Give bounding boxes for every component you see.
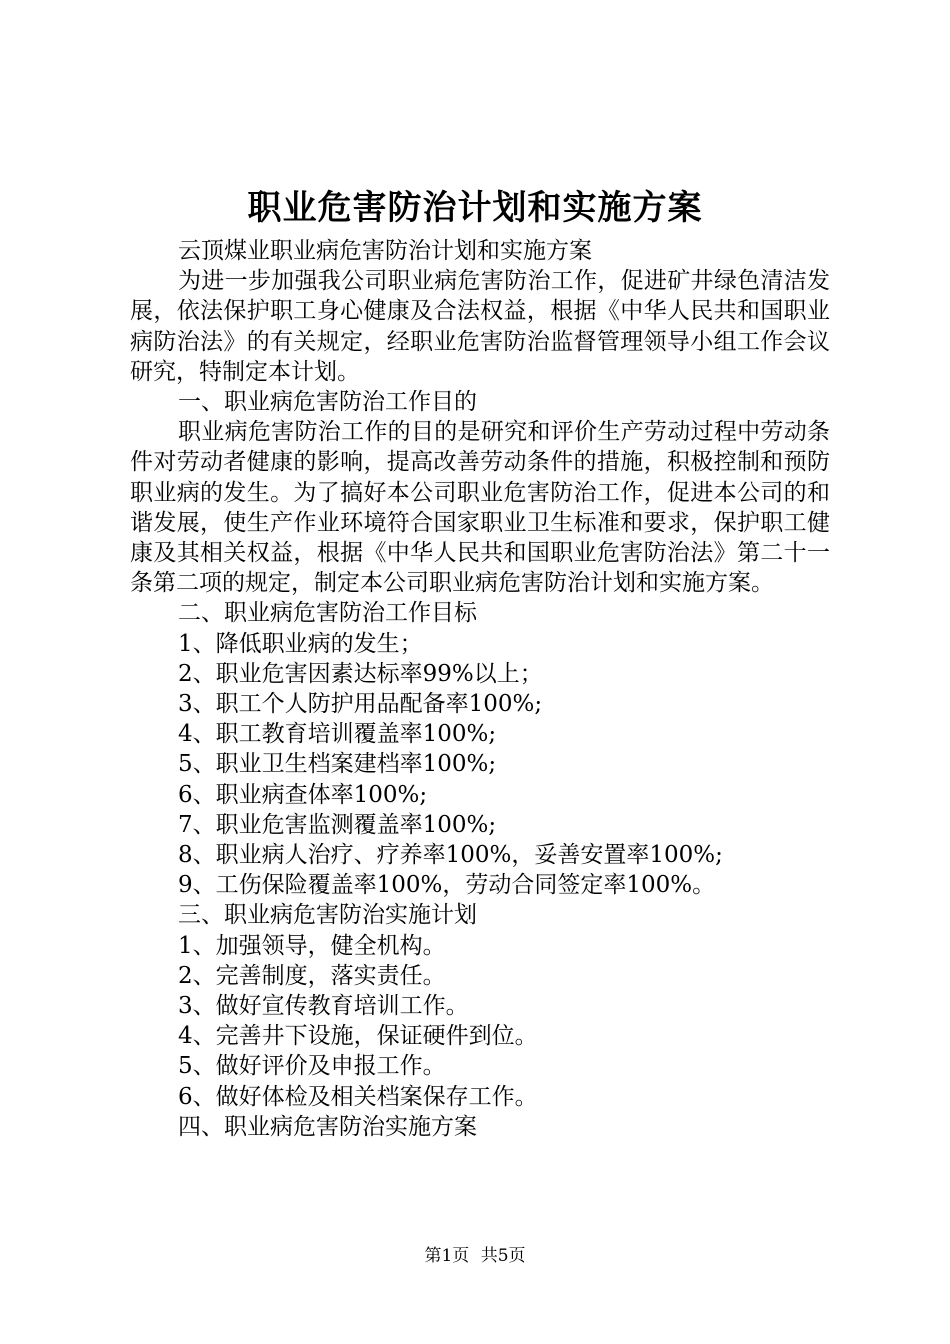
list-item: 2、职业危害因素达标率99%以上；	[178, 660, 543, 687]
intro-paragraph: 为进一步加强我公司职业病危害防治工作，促进矿井绿色清洁发展，依法保护职工身心健康及合法权益，根据《中华人民共和国职业病防治法》的有关规定，经职业危害防治监督管理领导小组工作会议研究，特制定本计划。	[130, 268, 830, 385]
section-1-paragraph: 职业病危害防治工作的目的是研究和评价生产劳动过程中劳动条件对劳动者健康的影响，提高改善劳动条件的措施，积极控制和预防职业病的发生。为了搞好本公司职业危害防治工作，促进本公司的和谐发展，使生产作业环境符合国家职业卫生标准和要求，保护职工健康及其相关权益，根据《中华人民共和国职业危害防治法》第二十一条第二项的规定，制定本公司职业病危害防治计划和实施方案。	[130, 419, 830, 597]
page-footer	[0, 1244, 950, 1268]
list-item: 4、完善井下设施，保证硬件到位。	[178, 1023, 538, 1050]
list-item: 6、做好体检及相关档案保存工作。	[178, 1083, 538, 1110]
list-item: 4、职工教育培训覆盖率100%;	[178, 721, 497, 748]
section-1-heading: 一、职业病危害防治工作目的	[178, 389, 477, 416]
list-item: 3、职工个人防护用品配备率100%;	[178, 691, 543, 718]
list-item: 1、降低职业病的发生；	[178, 630, 423, 657]
list-item: 6、职业病查体率100%;	[178, 781, 428, 808]
document-title: 职业危害防治计划和实施方案	[247, 188, 703, 228]
list-item: 9、工伤保险覆盖率100%，劳动合同签定率100%。	[178, 872, 716, 899]
section-4-heading: 四、职业病危害防治实施方案	[178, 1113, 477, 1140]
list-item: 5、做好评价及申报工作。	[178, 1053, 446, 1080]
list-item: 2、完善制度，落实责任。	[178, 962, 446, 989]
list-item: 1、加强领导，健全机构。	[178, 932, 446, 959]
document-body	[130, 236, 830, 1142]
page-total: 共5页	[480, 1246, 526, 1266]
section-2-heading: 二、职业病危害防治工作目标	[178, 600, 477, 627]
list-item: 7、职业危害监测覆盖率100%;	[178, 811, 497, 838]
section-3-heading: 三、职业病危害防治实施计划	[178, 902, 477, 929]
list-item: 3、做好宣传教育培训工作。	[178, 993, 469, 1020]
document-subtitle: 云顶煤业职业病危害防治计划和实施方案	[178, 238, 592, 264]
list-item: 5、职业卫生档案建档率100%;	[178, 751, 497, 778]
list-item: 8、职业病人治疗、疗养率100%，妥善安置率100%;	[178, 842, 723, 869]
page-number: 第1页	[424, 1246, 470, 1266]
